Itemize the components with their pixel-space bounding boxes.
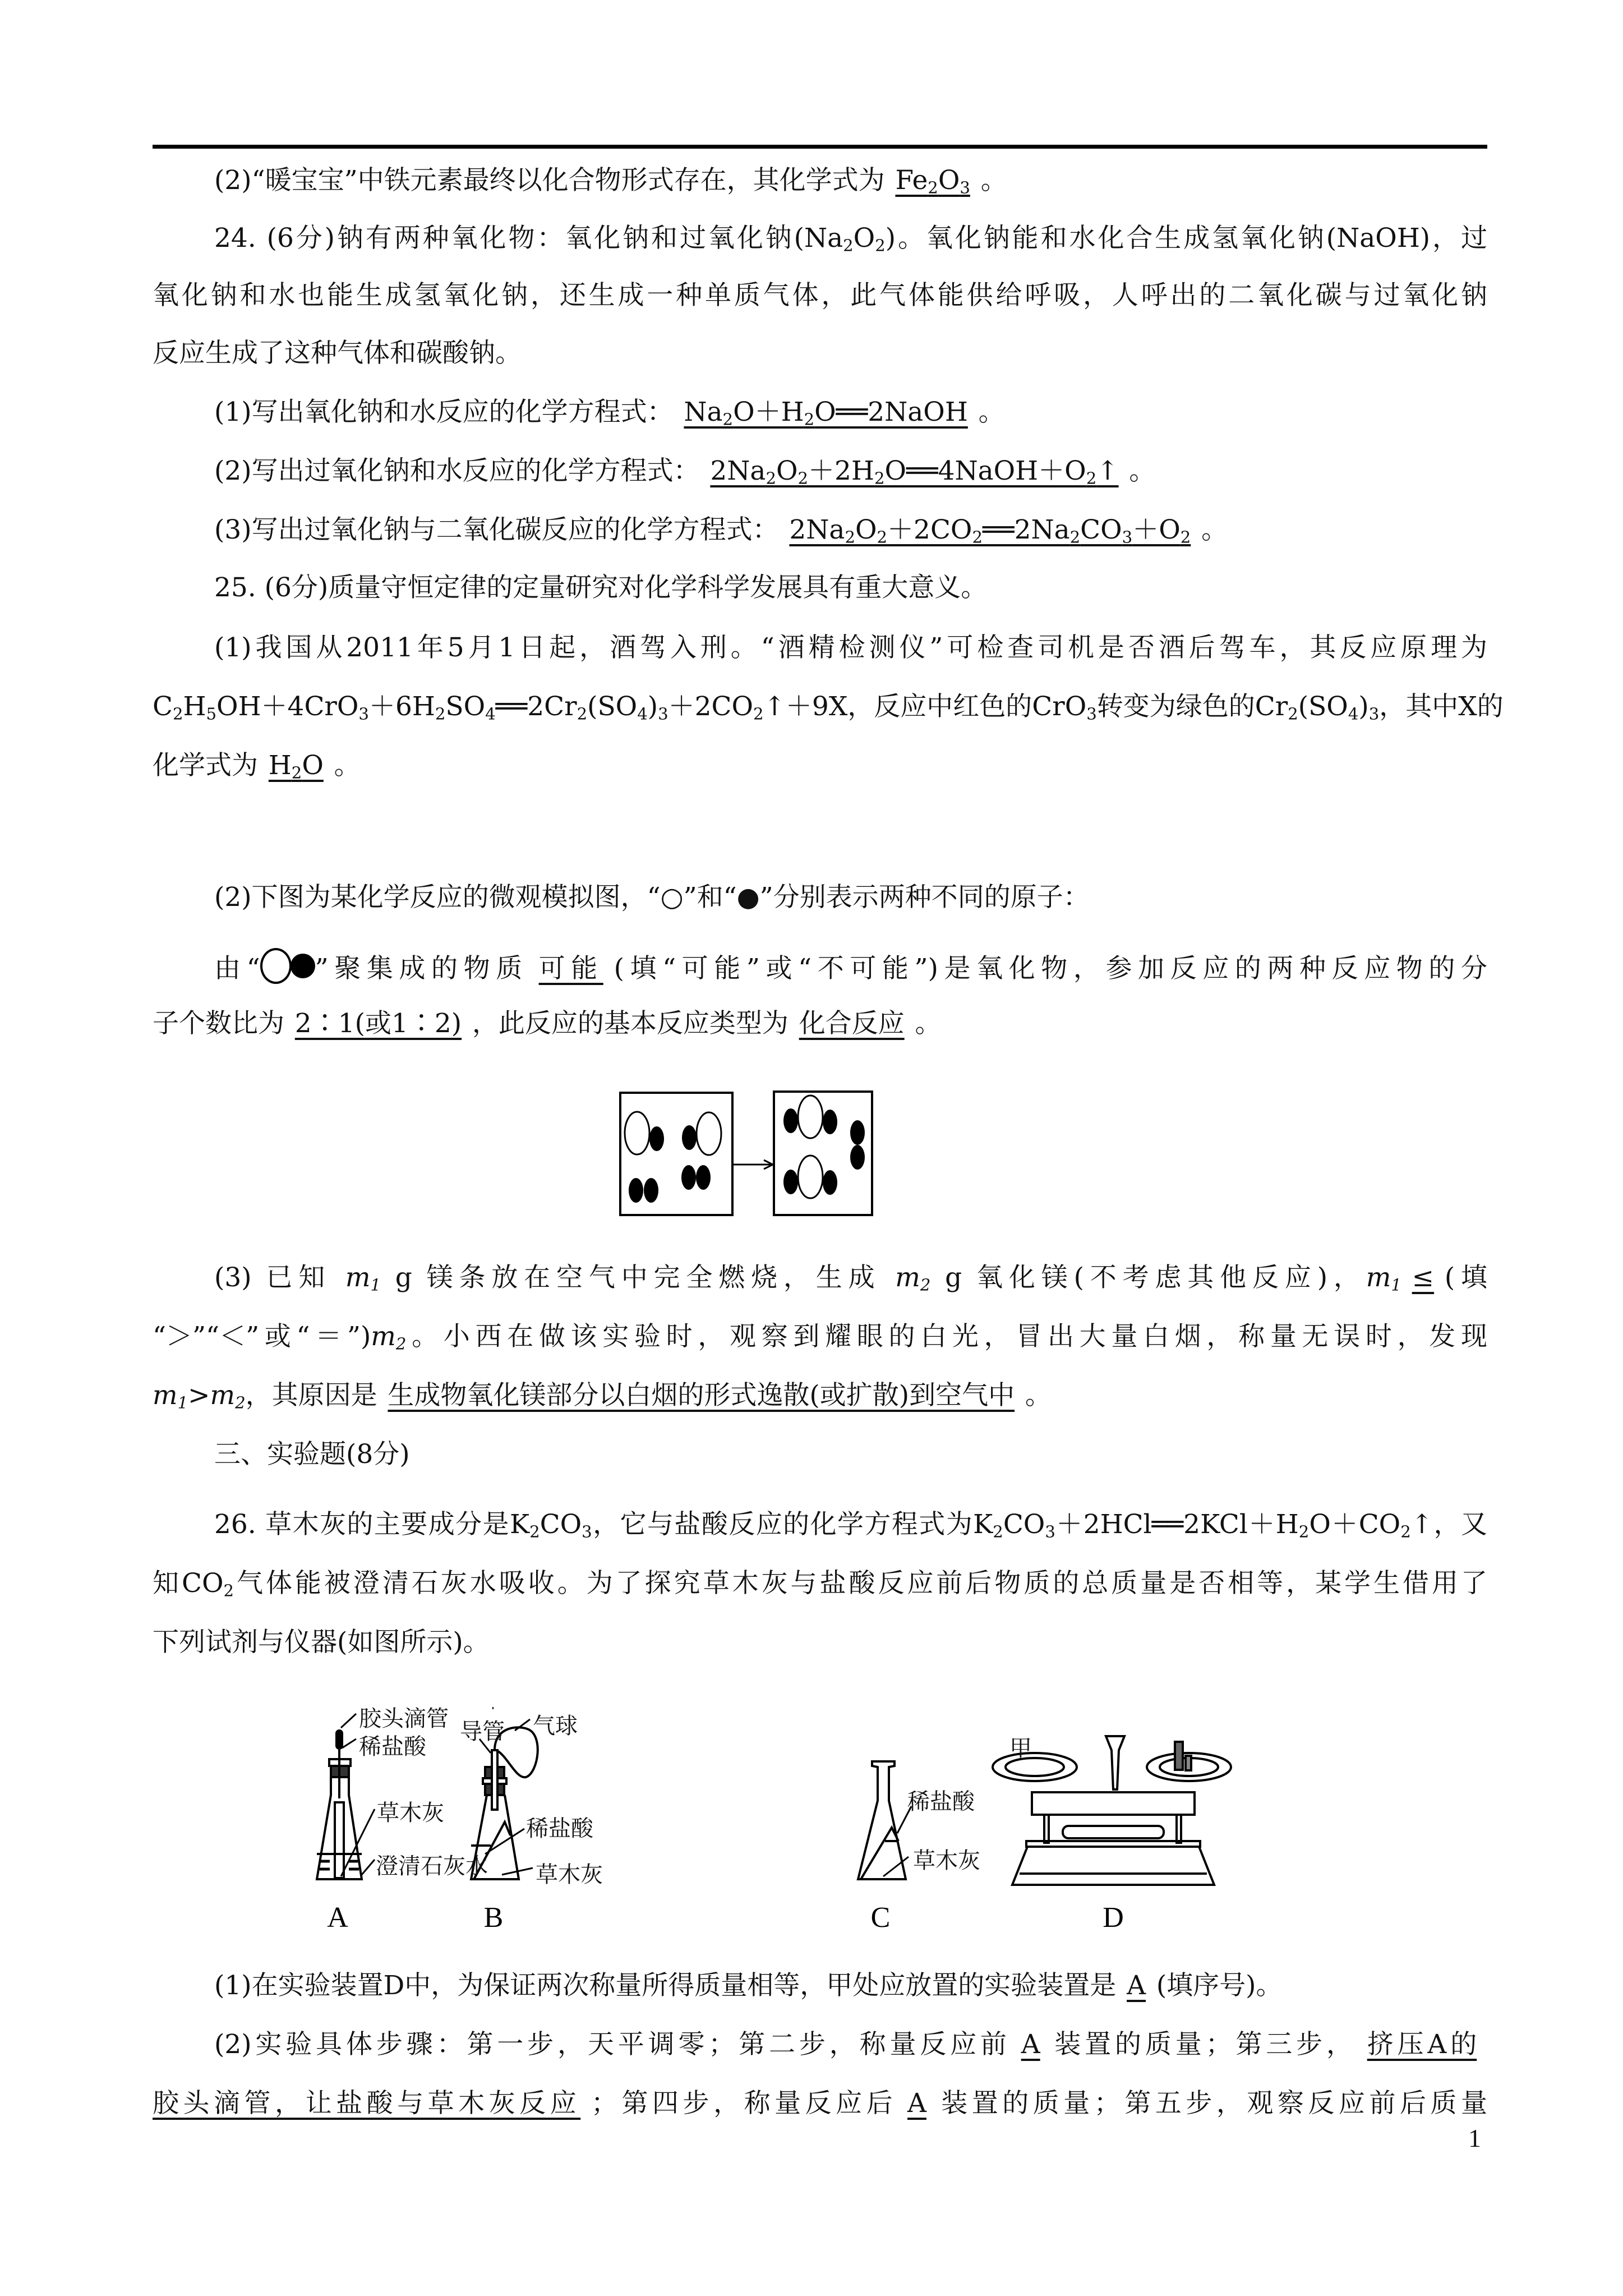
q24-part2: (2)写出过氧化钠和水反应的化学方程式： $2Na_2O_2+2H_2O══4NaOH+O_2↑$ 。 — [214, 455, 1156, 488]
black-atom — [783, 1108, 798, 1133]
q24-part1: (1)写出氧化钠和水反应的化学方程式： $Na_2O+H_2O══2NaOH$ 。 — [214, 397, 1005, 429]
answer-step2: A — [1021, 2029, 1040, 2060]
callout-plant-ash-b: 草木灰 — [536, 1862, 603, 1888]
q26-part2-line2: 胶头滴管，让盐酸与草木灰反应 ；第四步，称量反应后 A 装置的质量；第五步，观察反应前后质量 — [153, 2088, 1487, 2119]
white-atom — [798, 1096, 823, 1138]
q25-part3-line1: (3) 已知 $m_1$ g 镁条放在空气中完全燃烧，生成 $m_2$ g 氧化镁(不考虑其他反应)，$m_1$ ≤ (填 — [214, 1262, 1488, 1295]
answer-fe2o3: $Fe_2O_3$ — [895, 165, 970, 197]
black-atom — [682, 1125, 697, 1150]
black-atom — [823, 1110, 837, 1134]
q25-part1-line2: $C_2H_5OH+4CrO_3+6H_2SO_4══2Cr_2(SO_4)_3+2CO_2↑+9X$，反应中红色的CrO$_3$转变为绿色的$Cr_2(SO_4)_3$，其中X的 — [153, 691, 1504, 724]
q24-stem-line1: 24. (6分)钠有两种氧化物：氧化钠和过氧化钠$(Na_2O_2)$。氧化钠能和水化合生成氢氧化钠(NaOH)，过 — [214, 223, 1487, 255]
answer-step3-part2: 胶头滴管，让盐酸与草木灰反应 — [153, 2088, 581, 2119]
answer-ratio: 2∶1(或1∶2) — [294, 1008, 462, 1039]
black-atom — [644, 1178, 658, 1203]
callout-dilute-hcl-c: 稀盐酸 — [907, 1789, 975, 1815]
white-atom — [625, 1112, 649, 1154]
q25-part1-line3: 化学式为 $H_2O$ 。 — [153, 750, 361, 783]
callout-balloon: 气球 — [533, 1713, 578, 1739]
product-molecules — [783, 1096, 865, 1198]
answer-step3-part1: 挤压A的 — [1367, 2029, 1477, 2060]
callout-jia: 甲 — [1009, 1736, 1032, 1761]
answer-apparatus-jia: A — [1127, 1970, 1146, 2001]
reaction-micro-diagram — [617, 1088, 1110, 1257]
white-atom — [798, 1156, 823, 1198]
apparatus-figure — [303, 1694, 1424, 1952]
white-atom-icon — [260, 948, 292, 984]
black-atom — [629, 1178, 643, 1203]
apparatus-d-label: D — [1103, 1902, 1124, 1934]
q25-part3-line2: “＞”“＜”或“$=”)m_2$。小西在做该实验时，观察到耀眼的白光，冒出大量白烟，称量无误时，发现 — [153, 1321, 1487, 1354]
answer-na2o2-water: $2Na_2O_2+2H_2O══4NaOH+O_2↑$ — [710, 455, 1119, 488]
callout-tube: 导管 — [460, 1719, 505, 1745]
q24-stem-line3: 反应生成了这种气体和碳酸钠。 — [153, 338, 522, 369]
apparatus-a-label: A — [327, 1902, 348, 1934]
q26-stem-line2: 知$CO_2$气体能被澄清石灰水吸收。为了探究草木灰与盐酸反应前后物质的总质量是否相等，某学生借用了 — [153, 1568, 1488, 1600]
q24-part3: (3)写出过氧化钠与二氧化碳反应的化学方程式： $2Na_2O_2+2CO_2══2Na_2CO_3+O_2$ 。 — [214, 514, 1228, 547]
q26-stem-line1: 26. 草木灰的主要成分是$K_2CO_3$，它与盐酸反应的化学方程式为$K_2CO_3+2HCl══2KCl+H_2O+CO_2↑$，又 — [214, 1509, 1487, 1542]
answer-mass-compare: ≤ — [1412, 1262, 1435, 1293]
q25-part3-line3: $m_1>m_2$，其原因是 生成物氧化镁部分以白烟的形式逸散(或扩散)到空气中 。 — [153, 1380, 1052, 1412]
black-atom — [783, 1170, 798, 1194]
black-atom — [850, 1145, 865, 1170]
q25-part2-intro: (2)下图为某化学反应的微观模拟图，“○”和“●”分别表示两种不同的原子： — [214, 882, 1090, 913]
black-atom — [823, 1170, 837, 1195]
q26-part2-line1: (2)实验具体步骤：第一步，天平调零；第二步，称量反应前 A 装置的质量；第三步， 挤压A的 — [153, 2028, 1487, 2062]
callout-dilute-hcl-b: 稀盐酸 — [526, 1816, 593, 1842]
apparatus-c-flask — [858, 1761, 911, 1879]
black-atom — [681, 1165, 696, 1190]
page-number: 1 — [1468, 2124, 1481, 2152]
answer-step4: A — [907, 2088, 926, 2119]
section-experiment-title: 三、实验题(8分) — [214, 1439, 410, 1470]
answer-na2o-water: $Na_2O+H_2O══2NaOH$ — [684, 397, 968, 429]
callout-plant-ash-a: 草木灰 — [377, 1800, 444, 1826]
q25-part2-line2: 子个数比为 2∶1(或1∶2) ，此反应的基本反应类型为 化合反应 。 — [153, 1008, 942, 1039]
answer-na2o2-co2: $2Na_2O_2+2CO_2══2Na_2CO_3+O_2$ — [789, 514, 1191, 547]
apparatus-b-label: B — [483, 1902, 504, 1934]
black-atom — [696, 1165, 711, 1190]
apparatus-c-label: C — [870, 1902, 891, 1934]
callout-dropper: 胶头滴管 — [359, 1706, 449, 1732]
reactant-molecules — [625, 1112, 721, 1203]
q25-part2-line1: 由“ ”聚集成的物质 可能 (填“可能”或“不可能”)是氧化物，参加反应的两种反应物的分 — [153, 948, 1487, 986]
answer-x-formula: $H_2O$ — [268, 750, 324, 783]
q24-stem-line2: 氧化钠和水也能生成氢氧化钠，还生成一种单质气体，此气体能供给呼吸，人呼出的二氧化碳与过氧化钠 — [153, 280, 1487, 311]
q25-part1-line1: (1)我国从2011年5月1日起，酒驾入刑。“酒精检测仪”可检查司机是否酒后驾车，其反应原理为 — [214, 632, 1487, 663]
answer-reaction-type: 化合反应 — [799, 1008, 905, 1039]
callout-plant-ash-c: 草木灰 — [913, 1848, 980, 1874]
answer-oxide-possible: 可能 — [538, 953, 603, 984]
q25-stem: 25. (6分)质量守恒定律的定量研究对化学科学发展具有重大意义。 — [214, 572, 988, 603]
q23-part2: (2)“暖宝宝”中铁元素最终以化合物形式存在，其化学式为 $Fe_2O_3$ 。 — [214, 165, 1007, 197]
white-atom — [697, 1112, 721, 1155]
black-atom — [649, 1126, 664, 1151]
callout-dilute-hcl-a: 稀盐酸 — [359, 1734, 426, 1760]
header-rule — [153, 145, 1487, 149]
black-atom-icon — [291, 954, 315, 978]
callout-limewater: 澄清石灰水 — [376, 1853, 488, 1879]
answer-reason: 生成物氧化镁部分以白烟的形式逸散(或扩散)到空气中 — [388, 1380, 1015, 1411]
black-atom — [850, 1120, 865, 1145]
q26-part1: (1)在实验装置D中，为保证两次称量所得质量相等，甲处应放置的实验装置是 A (填序号)。 — [214, 1970, 1283, 2001]
q26-stem-line3: 下列试剂与仪器(如图所示)。 — [153, 1627, 490, 1658]
